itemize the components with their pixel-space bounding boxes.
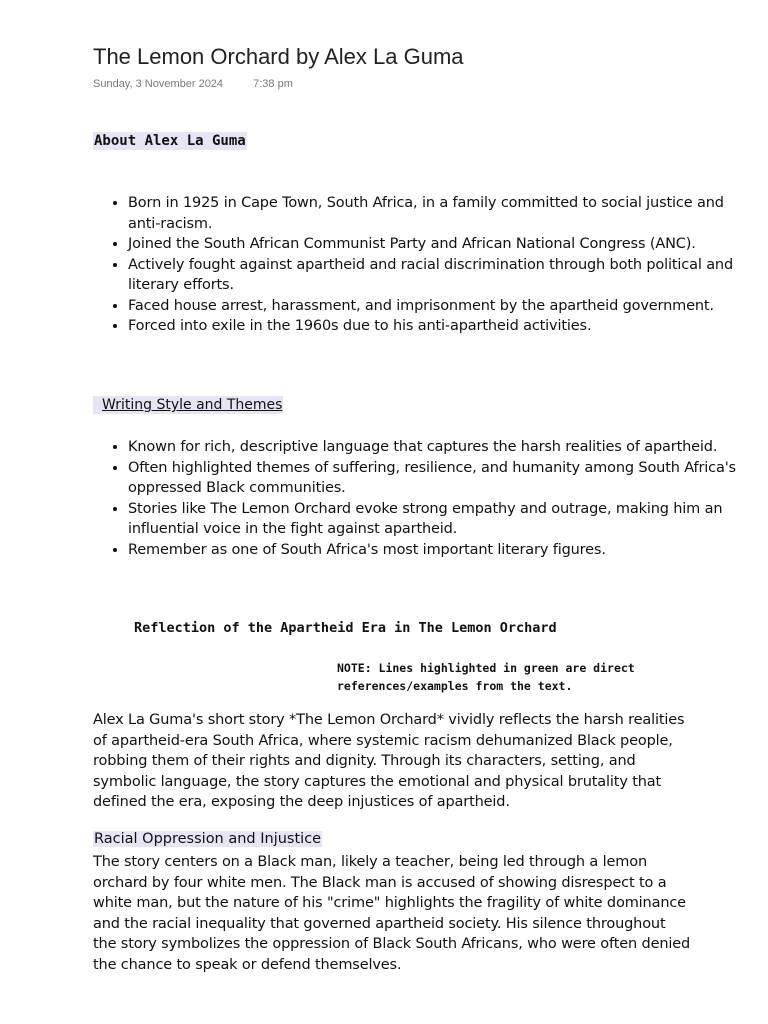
about-heading: About Alex La Guma bbox=[94, 133, 246, 149]
list-item: • Forced into exile in the 1960s due to his anti-apartheid activities. bbox=[128, 316, 748, 337]
writing-list bbox=[93, 437, 748, 560]
writing-heading: Writing Style and Themes bbox=[93, 396, 283, 414]
page-meta bbox=[93, 78, 293, 90]
list-item: • Often highlighted themes of suffering, resilience, and humanity among South Africa's oppressed Black communities. bbox=[128, 458, 748, 499]
list-item: • Stories like The Lemon Orchard evoke strong empathy and outrage, making him an influential voice in the fight against apartheid. bbox=[128, 499, 748, 540]
page-time: 7:38 pm bbox=[253, 78, 293, 90]
page-title: The Lemon Orchard by Alex La Guma bbox=[93, 44, 464, 69]
page-date: Sunday, 3 November 2024 bbox=[93, 78, 224, 90]
list-item: • Actively fought against apartheid and racial discrimination through both political and literary efforts. bbox=[128, 255, 748, 296]
list-item: • Remember as one of South Africa's most important literary figures. bbox=[128, 540, 748, 561]
list-item: • Joined the South African Communist Party and African National Congress (ANC). bbox=[128, 234, 748, 255]
intro-paragraph: Alex La Guma's short story *The Lemon Orchard* vividly reflects the harsh realities of apartheid-era South Africa, where systemic racism dehumanized Black people, robbing them of their rights and dignity. Through its characters, setting, and symbolic language, the story captures the emotional and physical brutality that defined the era, exposing the deep injustices of apartheid. bbox=[93, 712, 685, 810]
about-list bbox=[93, 193, 748, 337]
list-item: • Known for rich, descriptive language that captures the harsh realities of apartheid. bbox=[128, 437, 748, 458]
note-text: NOTE: Lines highlighted in green are direct references/examples from the text. bbox=[337, 661, 635, 693]
racial-heading: Racial Oppression and Injustice bbox=[94, 831, 322, 847]
list-item: • Faced house arrest, harassment, and imprisonment by the apartheid government. bbox=[128, 296, 748, 317]
racial-paragraph: The story centers on a Black man, likely a teacher, being led through a lemon orchard by four white men. The Black man is accused of showing disrespect to a white man, but the nature of his "crime" highlights the fragility of white dominance and the racial inequality that governed apartheid society. His silence throughout the story symbolizes the oppression of Black South Africans, who were often denied the chance to speak or defend themselves. bbox=[93, 854, 691, 973]
reflection-heading: Reflection of the Apartheid Era in The Lemon Orchard bbox=[134, 620, 557, 636]
list-item: • Born in 1925 in Cape Town, South Africa, in a family committed to social justice and anti-racism. bbox=[128, 193, 748, 234]
